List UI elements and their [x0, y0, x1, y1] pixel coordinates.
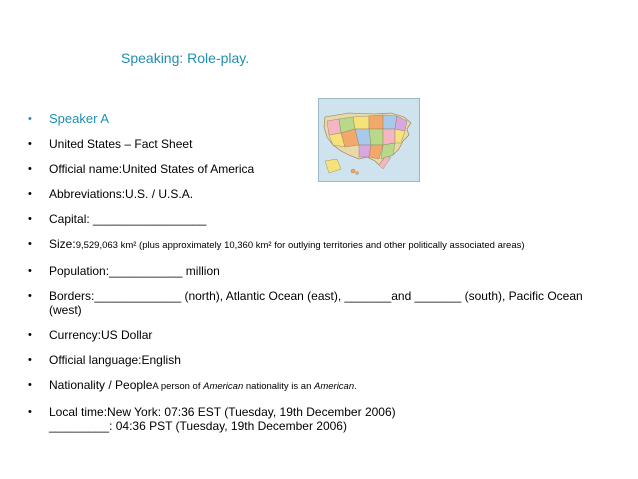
- fact-list: [28, 112, 608, 444]
- currency: Currency:US Dollar: [49, 328, 153, 342]
- bullet-icon: •: [28, 290, 32, 302]
- list-item: [28, 162, 608, 176]
- list-item: [28, 212, 608, 226]
- nationality-detail-b: American: [203, 381, 244, 392]
- abbreviations: Abbreviations:U.S. / U.S.A.: [49, 187, 194, 201]
- list-item: [28, 289, 608, 317]
- official-language: Official language:English: [49, 353, 181, 367]
- list-item: [28, 378, 608, 394]
- list-item: [28, 405, 608, 433]
- size-detail: 9,529,063 km² (plus approximately 10,360 km² for outlying territories and other politically associated areas): [75, 240, 525, 251]
- list-item: [28, 328, 608, 342]
- list-item: [28, 187, 608, 201]
- bullet-icon: •: [28, 406, 32, 418]
- slide-title: Speaking: Role-play.: [121, 50, 250, 66]
- nationality-detail-a: A person of: [152, 381, 204, 392]
- borders-line2: (west): [49, 303, 82, 317]
- local-time-line2: _________: 04:36 PST (Tuesday, 19th December 2006): [49, 419, 347, 433]
- nationality-detail-e: .: [354, 381, 357, 392]
- speaker-label: Speaker A: [49, 111, 109, 126]
- bullet-icon: •: [28, 188, 32, 200]
- bullet-icon: •: [28, 138, 32, 150]
- official-name: Official name:United States of America: [49, 162, 255, 176]
- bullet-icon: •: [28, 238, 32, 250]
- nationality-label: Nationality / People: [49, 378, 153, 392]
- list-item-speaker: [28, 112, 608, 126]
- fact-sheet-heading: United States – Fact Sheet: [49, 137, 193, 151]
- borders-line1: Borders:_____________ (north), Atlantic Ocean (east), _______and _______ (south), Pacific Ocean: [49, 289, 583, 303]
- bullet-icon: •: [28, 113, 32, 125]
- capital: Capital: _________________: [49, 212, 207, 226]
- nationality-detail-c: nationality is an: [243, 381, 314, 392]
- population: Population:___________ million: [49, 264, 220, 278]
- size-label: Size:: [49, 237, 76, 251]
- bullet-icon: •: [28, 329, 32, 341]
- bullet-icon: •: [28, 354, 32, 366]
- bullet-icon: •: [28, 265, 32, 277]
- list-item: [28, 137, 608, 151]
- bullet-icon: •: [28, 163, 32, 175]
- local-time-line1: Local time:New York: 07:36 EST (Tuesday, 19th December 2006): [49, 405, 396, 419]
- bullet-icon: •: [28, 213, 32, 225]
- list-item: [28, 353, 608, 367]
- list-item: [28, 237, 608, 253]
- nationality-detail-d: American: [314, 381, 355, 392]
- list-item: [28, 264, 608, 278]
- bullet-icon: •: [28, 379, 32, 391]
